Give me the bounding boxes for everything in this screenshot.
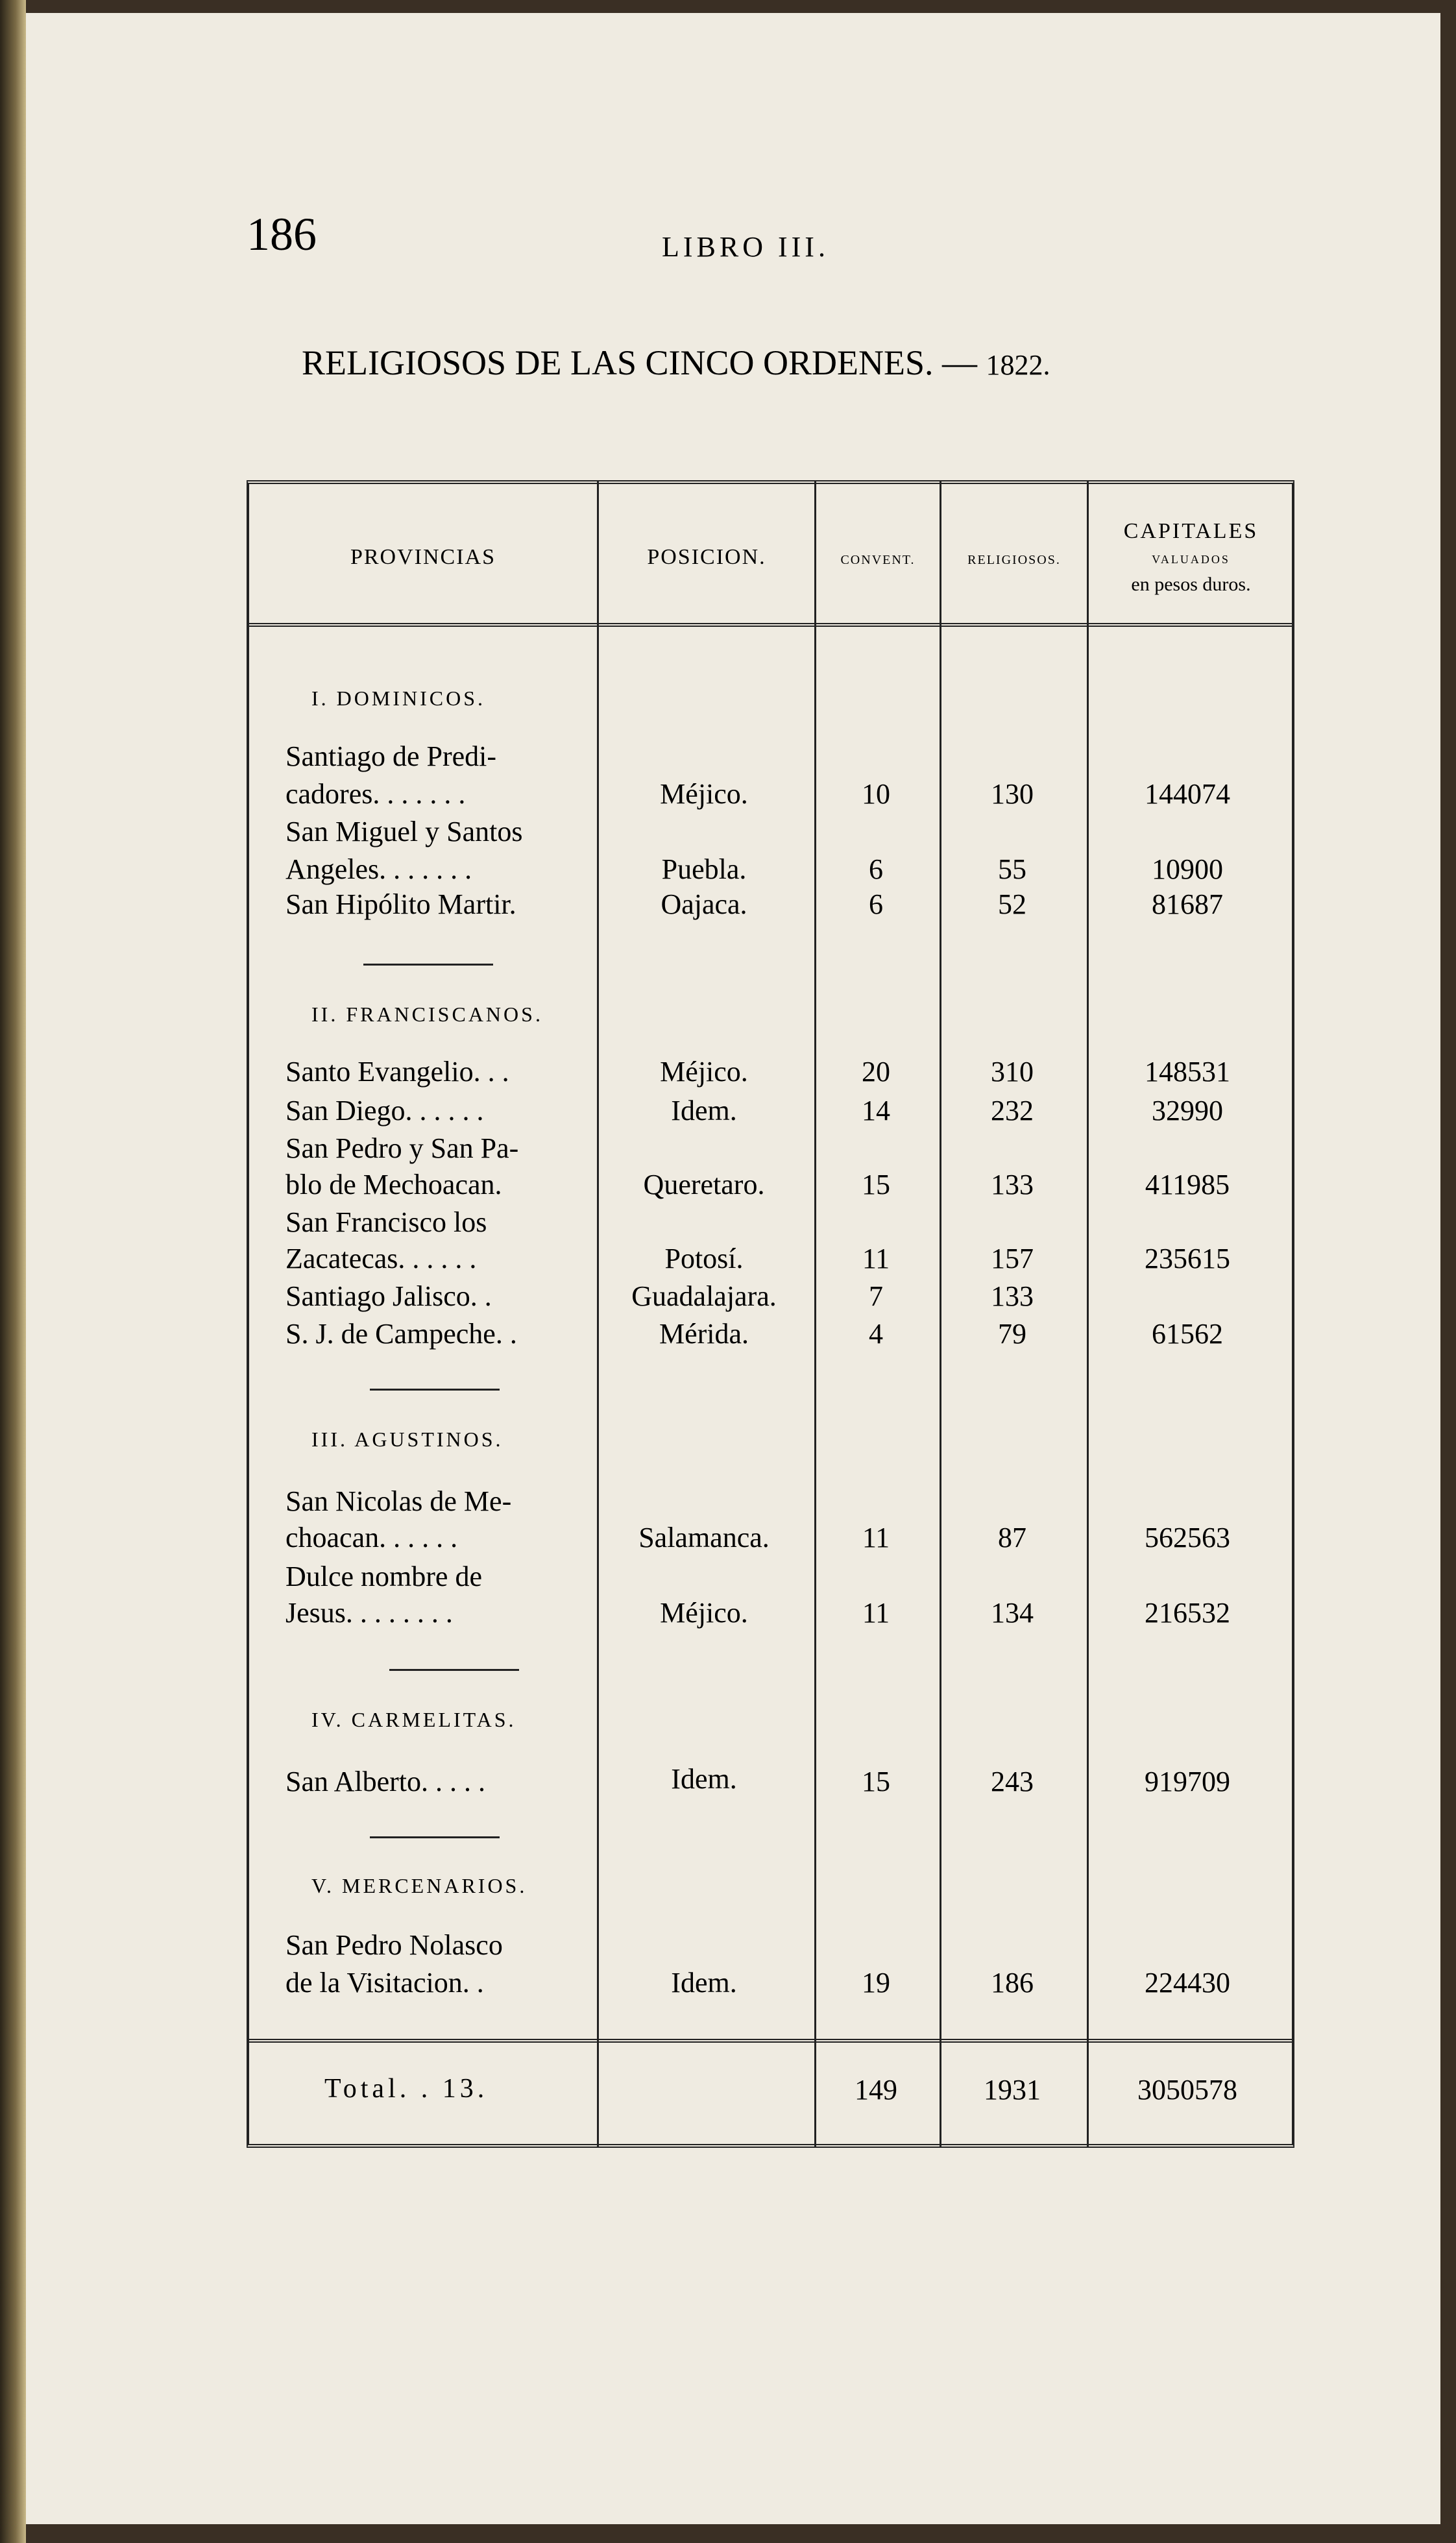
row-religiosos: 133 [991,1280,1034,1312]
column-rule-posicion [597,480,599,2148]
row-capitales: 10900 [1152,853,1223,885]
row-provincia-line1: San Pedro Nolasco [285,1929,503,1961]
row-convent: 11 [862,1243,890,1274]
header-religiosos: RELIGIOSOS. [967,553,1061,567]
row-capitales: 81687 [1152,888,1223,920]
row-convent: 11 [862,1522,890,1553]
row-provincia-line2: San Hipólito Martir. [285,888,516,920]
row-provincia-line2: Santo Evangelio. . . [285,1056,509,1088]
running-head: LIBRO III. [662,231,829,263]
row-provincia-line2: blo de Mechoacan. [285,1169,502,1200]
row-convent: 19 [862,1967,890,1999]
row-posicion: Salamanca. [638,1522,770,1553]
header-capitales-valuados: VALUADOS [1152,553,1230,566]
row-religiosos: 79 [998,1318,1026,1350]
row-capitales: 144074 [1145,778,1230,810]
row-capitales: 562563 [1145,1522,1230,1553]
row-posicion: Méjico. [660,1056,748,1088]
row-provincia-line1: San Pedro y San Pa- [285,1132,519,1164]
row-posicion: Mérida. [659,1318,749,1350]
section-label-mercenarios: V. MERCENARIOS. [311,1874,528,1897]
header-provincias: PROVINCIAS [350,545,496,569]
row-posicion: Guadalajara. [631,1280,777,1312]
row-provincia-line2: cadores. . . . . . . [285,778,466,810]
row-provincia-line1: Santiago de Predi- [285,740,497,772]
section-label-carmelitas: IV. CARMELITAS. [311,1708,516,1731]
header-convent: CONVENT. [840,553,916,567]
row-convent: 15 [862,1169,890,1200]
row-convent: 7 [869,1280,883,1312]
section-label-agustinos: III. AGUSTINOS. [311,1428,504,1451]
row-religiosos: 232 [991,1095,1034,1126]
total-religiosos: 1931 [984,2074,1041,2106]
row-posicion: Idem. [671,1763,737,1795]
row-provincia-line2: de la Visitacion. . [285,1967,484,1999]
row-posicion: Méjico. [660,778,748,810]
row-capitales: 61562 [1152,1318,1223,1350]
row-posicion: Potosí. [664,1243,744,1274]
row-capitales: 919709 [1145,1766,1230,1797]
row-capitales: 224430 [1145,1967,1230,1999]
row-religiosos: 310 [991,1056,1034,1088]
total-convent: 149 [855,2074,897,2106]
table-title-main: RELIGIOSOS DE LAS CINCO ORDENES. — [302,343,978,382]
row-convent: 20 [862,1056,890,1088]
row-provincia-line1: San Nicolas de Me- [285,1485,512,1517]
row-convent: 6 [869,853,883,885]
row-provincia-line2: S. J. de Campeche. . [285,1318,517,1350]
row-provincia-line2: choacan. . . . . . [285,1522,458,1553]
row-posicion: Puebla. [661,853,747,885]
row-capitales: 216532 [1145,1597,1230,1629]
row-capitales: 148531 [1145,1056,1230,1088]
row-provincia-line2: San Alberto. . . . . [285,1766,485,1797]
table-title [302,343,1050,383]
row-provincia-line2: Jesus. . . . . . . . [285,1597,453,1629]
row-convent: 6 [869,888,883,920]
header-rule [247,623,1294,627]
row-provincia-line1: San Francisco los [285,1206,487,1238]
row-capitales: 411985 [1145,1169,1230,1200]
row-provincia-line2: Angeles. . . . . . . [285,853,472,885]
section-separator [370,1836,500,1838]
total-capitales: 3050578 [1137,2074,1237,2106]
row-religiosos: 130 [991,778,1034,810]
column-rule-religiosos [940,480,941,2148]
section-separator [370,1389,500,1391]
section-separator [389,1669,519,1671]
row-provincia-line2: Zacatecas. . . . . . [285,1243,477,1274]
row-convent: 10 [862,778,890,810]
row-religiosos: 133 [991,1169,1034,1200]
section-separator [363,964,493,966]
row-provincia-line2: Santiago Jalisco. . [285,1280,492,1312]
row-capitales: 32990 [1152,1095,1223,1126]
row-capitales: 235615 [1145,1243,1230,1274]
section-label-franciscanos: II. FRANCISCANOS. [311,1003,543,1026]
page-number: 186 [247,208,317,260]
row-provincia-line1: San Miguel y Santos [285,816,523,847]
row-posicion: Oajaca. [661,888,747,920]
row-convent: 14 [862,1095,890,1126]
row-religiosos: 134 [991,1597,1034,1629]
row-posicion: Queretaro. [643,1169,765,1200]
row-religiosos: 157 [991,1243,1034,1274]
header-capitales: CAPITALES [1123,519,1259,543]
total-rule [247,2039,1294,2043]
row-provincia-line2: San Diego. . . . . . [285,1095,484,1126]
row-convent: 4 [869,1318,883,1350]
row-religiosos: 186 [991,1967,1034,1999]
section-label-dominicos: I. DOMINICOS. [311,687,485,710]
row-religiosos: 52 [998,888,1026,920]
table-title-year: 1822. [986,349,1050,381]
header-posicion: POSICION. [647,545,766,569]
row-convent: 15 [862,1766,890,1797]
book-spine [0,0,26,2543]
header-capitales-unit: en pesos duros. [1131,574,1251,595]
total-label: Total. . 13. [324,2074,489,2104]
row-convent: 11 [862,1597,890,1629]
column-rule-capitales [1087,480,1089,2148]
column-rule-convent [814,480,816,2148]
row-posicion: Méjico. [660,1597,748,1629]
row-posicion: Idem. [671,1967,737,1999]
row-provincia-line1: Dulce nombre de [285,1561,482,1592]
row-religiosos: 243 [991,1766,1034,1797]
row-religiosos: 55 [998,853,1026,885]
row-posicion: Idem. [671,1095,737,1126]
row-religiosos: 87 [998,1522,1026,1553]
